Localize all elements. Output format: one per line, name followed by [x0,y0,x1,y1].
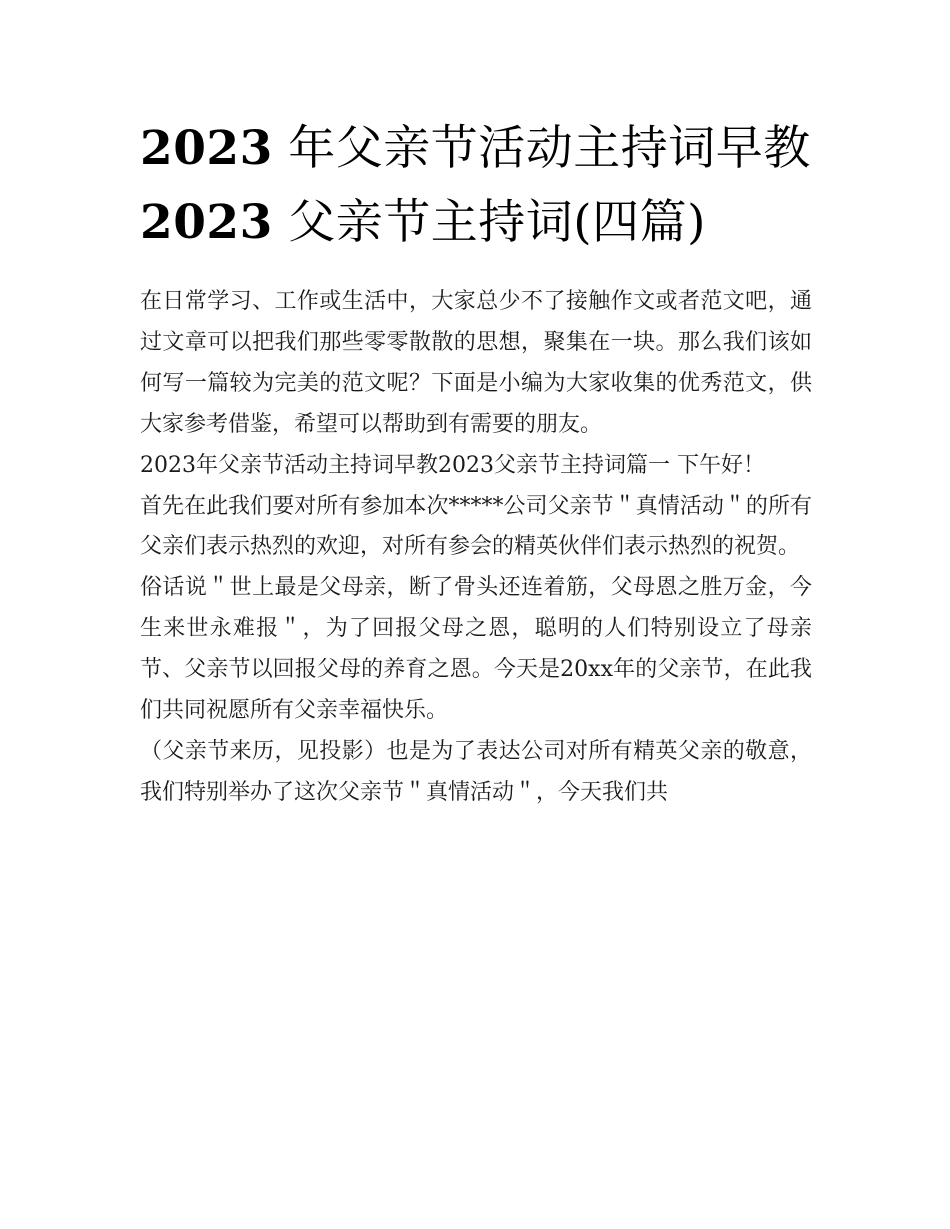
paragraph-heading-1: 2023年父亲节活动主持词早教2023父亲节主持词篇一 下午好！ [140,452,765,478]
title-text-2: 父亲节主持词(四篇) [272,195,706,250]
paragraph-origin: （父亲节来历，见投影）也是为了表达公司对所有精英父亲的敬意，我们特别举办了这次父亲节＂真情活动＂，今天我们共 [140,738,812,805]
title-year-2: 2023 [140,195,273,250]
title-line-1 [140,112,830,186]
title-line-2 [140,186,830,260]
paragraph-proverb: 俗话说＂世上最是父母亲，断了骨头还连着筋，父母恩之胜万金，今生来世永难报＂，为了回报父母之恩，聪明的人们特别设立了母亲节、父亲节以回报父母的养育之恩。今天是20xx年的父亲节，在此我们共同祝愿所有父亲幸福快乐。 [140,575,812,724]
title-text-1: 年父亲节活动主持词早教 [272,121,811,176]
document-body [140,282,812,814]
document-title [140,112,830,260]
paragraph-welcome: 首先在此我们要对所有参加本次*****公司父亲节＂真情活动＂的所有父亲们表示热烈的欢迎，对所有参会的精英伙伴们表示热烈的祝贺。 [140,493,812,560]
paragraph-intro: 在日常学习、工作或生活中，大家总少不了接触作文或者范文吧，通过文章可以把我们那些零零散散的思想，聚集在一块。那么我们该如何写一篇较为完美的范文呢？下面是小编为大家收集的优秀范文，供大家参考借鉴，希望可以帮助到有需要的朋友。 [140,289,812,437]
title-year-1: 2023 [140,121,273,176]
